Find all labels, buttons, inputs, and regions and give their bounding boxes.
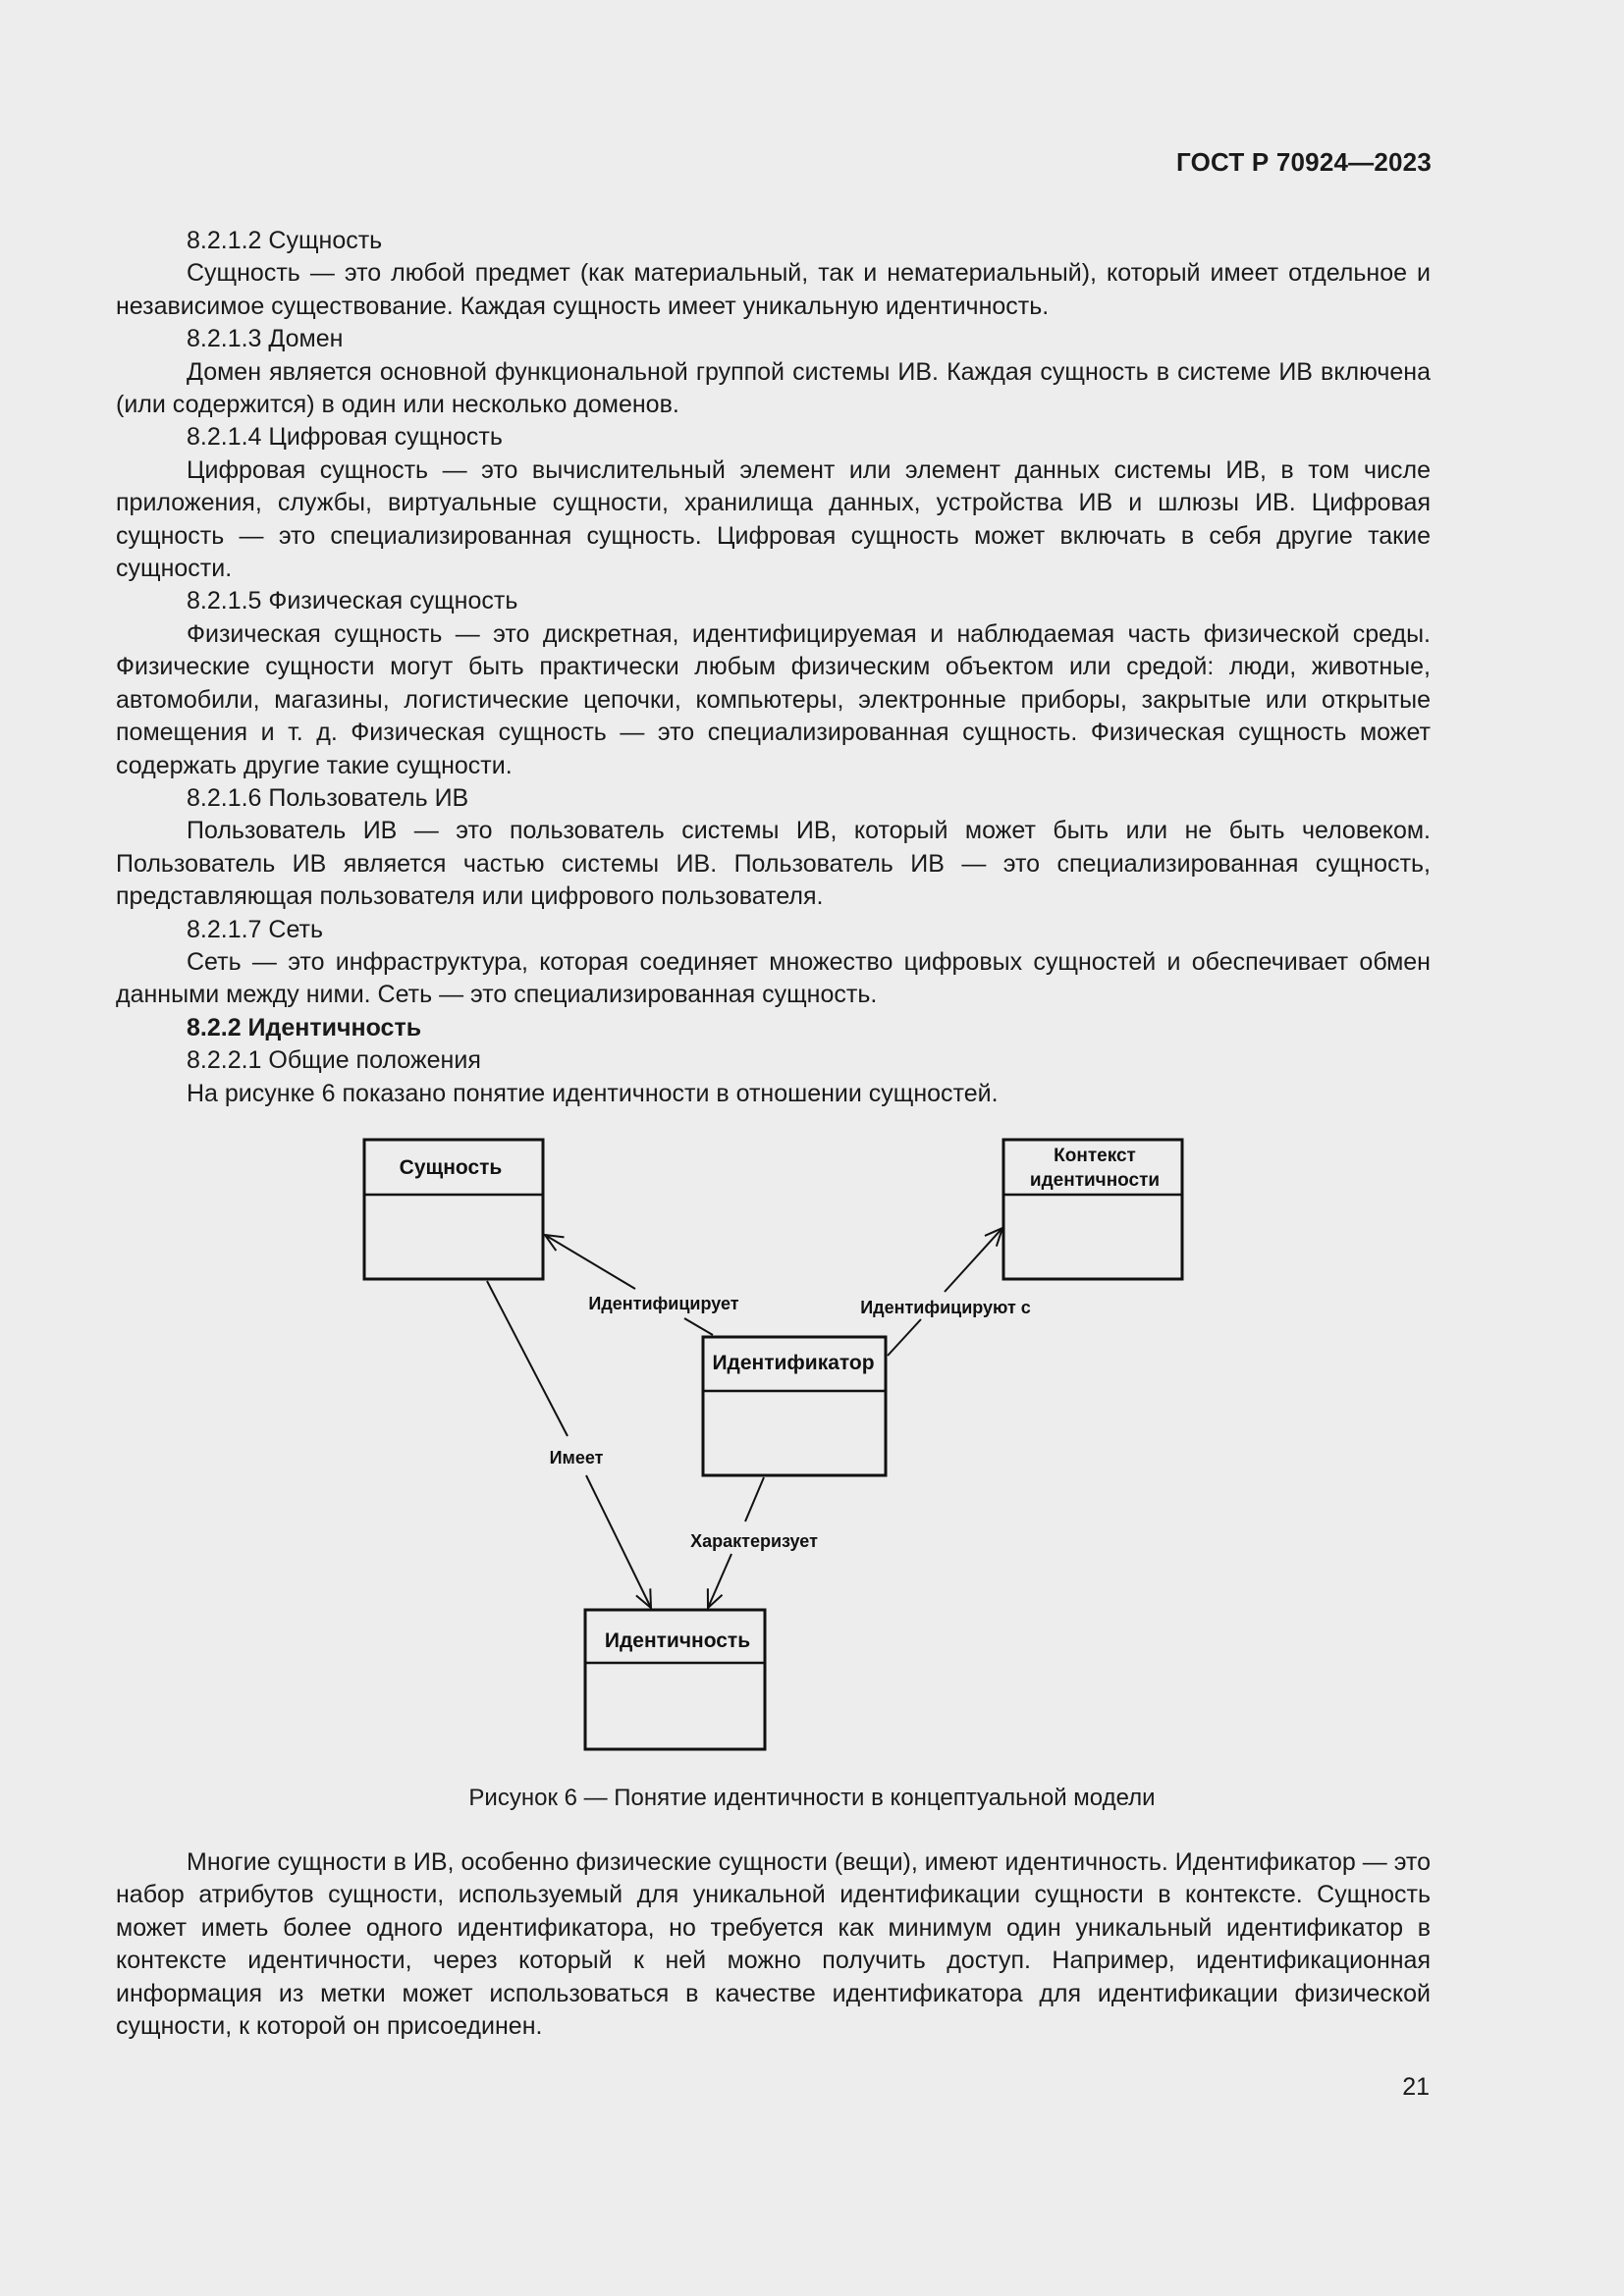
has-arrow bbox=[586, 1475, 651, 1608]
section-heading: 8.2.1.5 Физическая сущность bbox=[187, 587, 518, 615]
section-heading: 8.2.1.2 Сущность bbox=[187, 227, 383, 254]
section-heading: 8.2.1.6 Пользователь ИВ bbox=[187, 783, 469, 812]
subsection-heading: 8.2.2 Идентичность bbox=[187, 1013, 422, 1041]
page-number: 21 bbox=[1402, 2073, 1430, 2101]
identity-box-title: Идентичность bbox=[604, 1629, 751, 1652]
section-heading: 8.2.2.1 Общие положения bbox=[187, 1046, 481, 1075]
identifier-box bbox=[703, 1337, 886, 1475]
section-heading: 8.2.1.3 Домен bbox=[187, 325, 344, 353]
figure-caption: Рисунок 6 — Понятие идентичности в концептуальной модели bbox=[468, 1785, 1156, 1811]
entity-box bbox=[364, 1140, 543, 1279]
paragraph: Сущность — это любой предмет (как материальный, так и нематериальный), который имеет отдельное и независимое существование. Каждая сущность имеет уникальную идентичность. bbox=[116, 259, 1431, 320]
characterizes-line-segment bbox=[745, 1477, 764, 1522]
characterizes-arrow bbox=[708, 1554, 731, 1608]
paragraph: Пользователь ИВ — это пользователь системы ИВ, который может быть или не быть человеком. Пользователь ИВ является частью системы ИВ. Пользователь ИВ — это специализированная сущность, представляющая пользователя или цифрового пользователя. bbox=[116, 817, 1431, 911]
figure-intro: На рисунке 6 показано понятие идентичности в отношении сущностей. bbox=[187, 1079, 999, 1107]
identifies-with-arrow bbox=[945, 1228, 1002, 1292]
paragraph: Физическая сущность — это дискретная, идентифицируемая и наблюдаемая часть физической среды. Физические сущности могут быть практически любым физическим объектом или средой: люди, животные, автомобили, магазины, логистические цепочки, компьютеры, электронные приборы, закрытые или открытые помещения и т. д. Физическая сущность — это специализированная сущность. Физическая сущность может содержать другие такие сущности. bbox=[116, 619, 1431, 779]
document-body-continued bbox=[116, 1846, 1431, 2043]
identity-context-box bbox=[1003, 1140, 1182, 1279]
identifies-label: Идентифицирует bbox=[588, 1294, 739, 1313]
has-line-segment bbox=[487, 1281, 568, 1436]
identifies-with-line-segment bbox=[888, 1319, 921, 1356]
paragraph: Домен является основной функциональной группой системы ИВ. Каждая сущность в системе ИВ включена (или содержится) в один или несколько доменов. bbox=[116, 357, 1431, 419]
characterizes-label: Характеризует bbox=[690, 1531, 818, 1551]
identifies-arrow bbox=[545, 1235, 635, 1289]
paragraph: Сеть — это инфраструктура, которая соединяет множество цифровых сущностей и обеспечивает обмен данными между ними. Сеть — это специализированная сущность. bbox=[116, 947, 1431, 1009]
paragraph: Многие сущности в ИВ, особенно физические сущности (вещи), имеют идентичность. Идентификатор — это набор атрибутов сущности, используемый для уникальной идентификации сущности в контексте. Сущность может иметь более одного идентификатора, но требуется как минимум один уникальный идентификатор в контексте идентичности, через который к ней можно получить доступ. Например, идентификационная информация из метки может использоваться в качестве идентификатора для идентификации физической сущности, к которой он присоединен. bbox=[116, 1848, 1431, 2041]
entity-box-title: Сущность bbox=[399, 1156, 503, 1179]
identifies-line-segment bbox=[684, 1318, 713, 1335]
identifier-box-title: Идентификатор bbox=[712, 1352, 875, 1374]
paragraph: Цифровая сущность — это вычислительный элемент или элемент данных системы ИВ, в том числе приложения, службы, виртуальные сущности, хранилища данных, устройства ИВ и шлюзы ИВ. Цифровая сущность — это специализированная сущность. Цифровая сущность может включать в себя другие такие сущности. bbox=[116, 455, 1431, 583]
section-heading: 8.2.1.7 Сеть bbox=[187, 915, 324, 943]
document-number: ГОСТ Р 70924—2023 bbox=[1176, 147, 1432, 177]
has-label: Имеет bbox=[549, 1448, 604, 1468]
context-box-title-line2: идентичности bbox=[1029, 1170, 1161, 1191]
identifies-with-label: Идентифицируют с bbox=[860, 1298, 1031, 1317]
identity-box bbox=[585, 1610, 765, 1749]
context-box-title-line1: Контекст bbox=[1054, 1146, 1136, 1166]
section-heading: 8.2.1.4 Цифровая сущность bbox=[187, 423, 503, 452]
